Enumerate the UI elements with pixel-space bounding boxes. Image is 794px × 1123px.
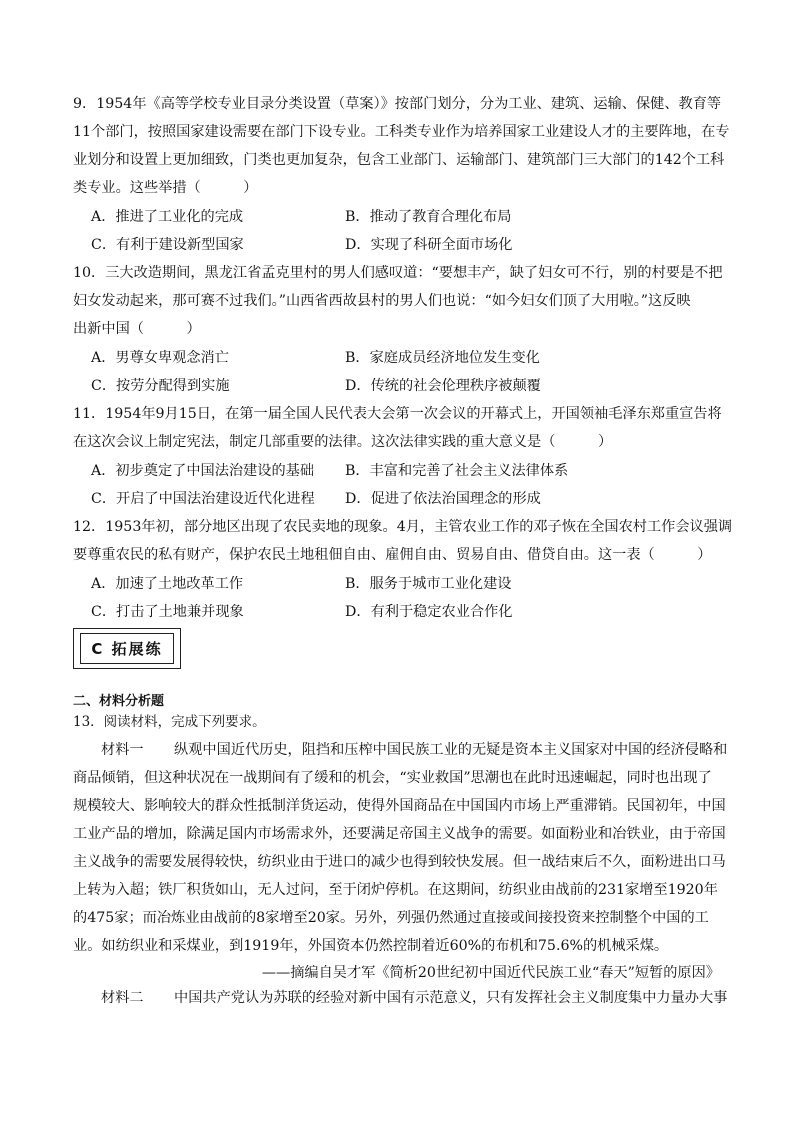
q9-option-c: C．有利于建设新型国家	[91, 237, 244, 253]
material1-line-7: 业。如纺织业和采煤业，到1919年，外国资本仍然控制着近60%的布机和75.6%的机械采煤。	[73, 938, 669, 954]
material1-line-4: 主义战争的需要发展得较快，纺织业由于进口的减少也得到较快发展。但一战结束后不久，面粉进出口马	[73, 854, 726, 870]
q9-line-3: 业划分和设置上更加细致，门类也更加复杂，包含工业部门、运输部门、建筑部门三大部门的142个工科	[73, 152, 725, 168]
material2-first-line: 中国共产党认为苏联的经验对新中国有示范意义，只有发挥社会主义制度集中力量办大事	[174, 990, 728, 1006]
q9-option-a: A．推进了工业化的完成	[91, 209, 244, 225]
q12-option-a: A．加速了土地改革工作	[91, 576, 244, 592]
q10-line-1: 10．三大改造期间，黑龙江省孟克里村的男人们感叹道：“要想丰产，缺了妇女可不行，别的村要是不把	[73, 265, 723, 281]
material1-line-2: 规模较大、影响较大的群众性抵制洋货运动，使得外国商品在中国国内市场上严重滞销。民国初年，中国	[73, 798, 726, 814]
q11-option-c: C．开启了中国法治建设近代化进程	[91, 491, 315, 507]
q9-line-4: 类专业。这些举措（ ）	[73, 180, 258, 196]
q13-intro: 13．阅读材料，完成下列要求。	[73, 714, 266, 730]
q9-option-b: B．推动了教育合理化布局	[345, 209, 512, 225]
q11-line-2: 在这次会议上制定宪法，制定几部重要的法律。这次法律实践的重大意义是（ ）	[73, 434, 613, 450]
material1-source: ——摘编自吴才军《简析20世纪初中国近代民族工业“春天”短暂的原因》	[261, 965, 720, 981]
q12-line-2: 要尊重农民的私有财产，保护农民土地租佃自由、雇佣自由、贸易自由、借贷自由。这一表（ ）	[73, 547, 712, 563]
q10-line-2: 妇女发动起来，那可赛不过我们。”山西省西故县村的男人们也说：“如今妇女们顶了大用啦。”这反映	[73, 293, 691, 309]
material2-label: 材料二	[101, 990, 144, 1006]
material1-line-6: 的475家；而冶炼业由战前的8家增至20家。另外，列强仍然通过直接或间接投资来控制整个中国的工	[73, 910, 709, 926]
q10-option-b: B．家庭成员经济地位发生变化	[345, 350, 540, 366]
q10-option-d: D．传统的社会伦理秩序被颠覆	[345, 378, 541, 394]
q9-line-2: 11个部门，按照国家建设需要在部门下设专业。工科类专业作为培养国家工业建设人才的主要阵地，在专	[73, 124, 730, 140]
material1-first-line: 纵观中国近代历史，阻挡和压榨中国民族工业的无疑是资本主义国家对中国的经济侵略和	[174, 742, 728, 758]
q10-option-a: A．男尊女卑观念消亡	[91, 350, 229, 366]
q12-option-d: D．有利于稳定农业合作化	[345, 604, 513, 620]
q11-option-d: D．促进了依法治国理念的形成	[345, 491, 541, 507]
q11-option-b: B．丰富和完善了社会主义法律体系	[345, 463, 569, 479]
material1-line-1: 商品倾销，但这种状况在一战期间有了缓和的机会，“实业救国”思潮也在此时迅速崛起，同时也出现了	[73, 770, 712, 786]
q11-option-a: A．初步奠定了中国法治建设的基础	[91, 463, 315, 479]
extension-practice-badge	[73, 628, 181, 669]
material1-line-5: 上转为入超；铁厂积货如山，无人过问，至于闭炉停机。在这期间，纺织业由战前的231家增至1920年	[73, 882, 718, 898]
q11-line-1: 11．1954年9月15日，在第一届全国人民代表大会第一次会议的开幕式上，开国领袖毛泽东郑重宣告将	[73, 406, 722, 422]
q9-option-d: D．实现了科研全面市场化	[345, 237, 513, 253]
q12-option-b: B．服务于城市工业化建设	[345, 576, 512, 592]
q12-line-1: 12．1953年初，部分地区出现了农民卖地的现象。4月，主管农业工作的邓子恢在全国农村工作会议强调	[73, 519, 733, 535]
section-heading: 二、材料分析题	[73, 694, 165, 709]
q12-option-c: C．打击了土地兼并现象	[91, 604, 244, 620]
material1-line-3: 工业产品的增加，除满足国内市场需求外，还要满足帝国主义战争的需要。如面粉业和冶铁业，由于帝国	[73, 826, 726, 842]
q9-line-1: 9．1954年《高等学校专业目录分类设置（草案）》按部门划分，分为工业、建筑、运输、保健、教育等	[73, 96, 722, 112]
q10-line-3: 出新中国（ ）	[73, 321, 201, 337]
q10-option-c: C．按劳分配得到实施	[91, 378, 230, 394]
badge-label: C 拓展练	[80, 633, 174, 664]
material1-label: 材料一	[101, 742, 144, 758]
